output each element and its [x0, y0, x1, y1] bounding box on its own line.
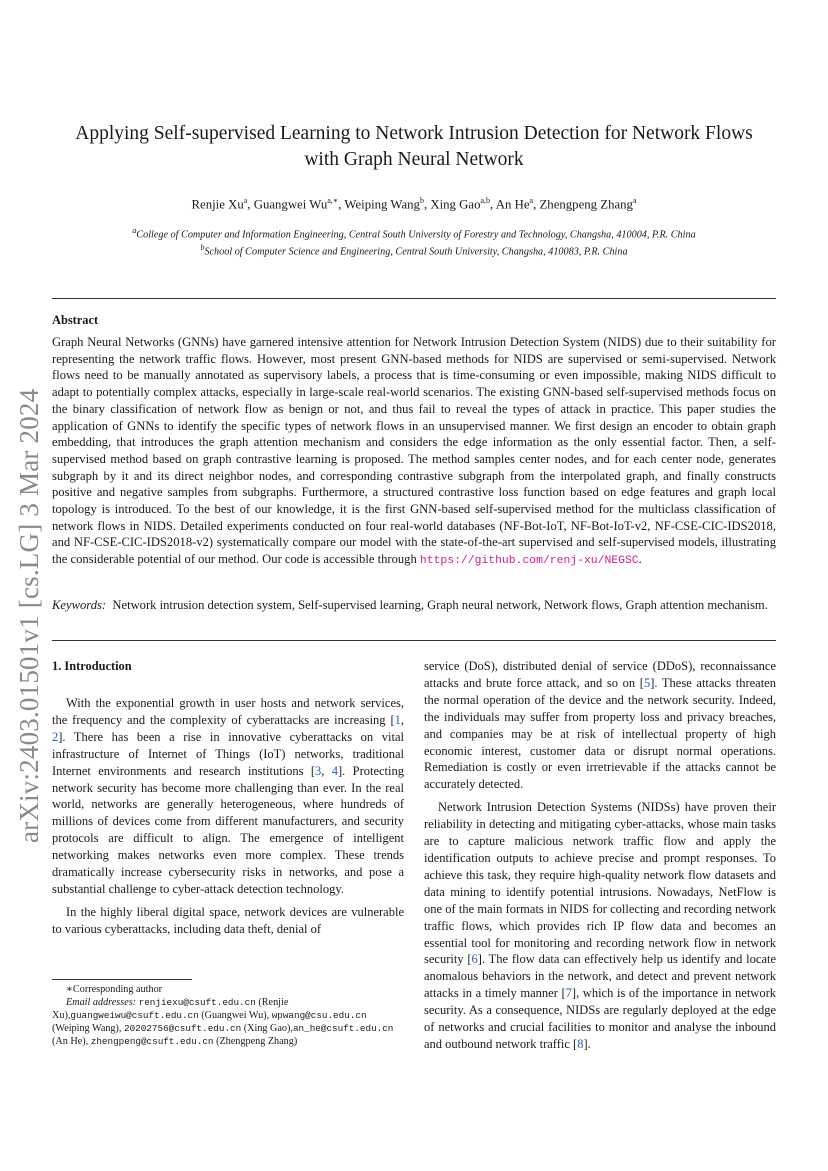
email-address[interactable]: an_he@csuft.edu.cn [292, 1023, 394, 1034]
author-name: Guangwei Wu [253, 197, 328, 212]
affiliation-text: College of Computer and Information Engineering, Central South University of Forestry and Technology, Changsha, 410004, P.R. China [136, 229, 696, 241]
author-list: Renjie Xu$^a$, Guangwei $Wu^{a,∗}$, Weiping Wang$^b$, Xing Gao$^{a,b}$, An He$^a$, Zhengpeng Zhang$^a$ [191, 196, 637, 212]
email-address[interactable]: renjiexu@csuft.edu.cn [138, 997, 256, 1008]
affiliation-mark: b [200, 243, 205, 253]
footnote-rule [52, 979, 192, 980]
abstract-top-rule [52, 298, 776, 299]
abstract-heading: Abstract [52, 313, 99, 327]
author-affiliation-mark: a [632, 196, 637, 205]
keywords-text: Network intrusion detection system, Self-supervised learning, Graph neural network, Network flows, Graph attention mechanism. [112, 598, 768, 612]
affiliation-mark: a [132, 226, 137, 235]
title-line-1: Applying Self-supervised Learning to Network Intrusion Detection for Network Flows [75, 123, 753, 144]
email-address[interactable]: wpwang@csu.edu.cn [271, 1010, 367, 1021]
section-heading-introduction: 1. Introduction [52, 659, 132, 673]
author-name: Weiping Wang [344, 197, 420, 212]
intro-paragraph-1: With the exponential growth in user hosts and network services, the frequency and the complexity of cyberattacks are increasing [1, 2]. There has been a rise in innovative cyberattacks on vital infrastructure of Internet of Things (IoT) networks, traditional Internet environments and research institutions [3, 4]. Protecting network security has become more challenging than ever. In the real world, networks are generally heterogeneous, where hundreds of millions of devices come from different manufacturers, and security protocols are difficult to align. The emergence of intelligent networking makes networks even more complex. These trends dramatically increase cybersecurity risks in networks, and pose a substantial challenge to cyber-attack detection technology. [52, 696, 404, 896]
citation-link[interactable]: 4 [331, 763, 338, 778]
citation-link[interactable]: 3 [315, 763, 322, 778]
affiliation-line [60, 241, 768, 258]
citation-link[interactable]: 2 [52, 729, 59, 744]
email-owner: (An He), [52, 1036, 91, 1047]
email-address[interactable]: 20202756@csuft.edu.cn [124, 1023, 242, 1034]
intro-paragraph-2: In the highly liberal digital space, network devices are vulnerable to various cyberattacks, including data theft, denial of [52, 904, 404, 936]
author-name: Xing Gao [430, 197, 481, 212]
email-owner: (Xing Gao), [241, 1023, 293, 1034]
code-repository-link[interactable]: https://github.com/renj-xu/NEGSC [419, 555, 639, 568]
abstract-bottom-rule [52, 640, 776, 641]
author-name: Renjie Xu [191, 197, 244, 212]
citation-link[interactable]: 7 [565, 986, 572, 1001]
corresponding-author-note: ∗Corresponding author [66, 984, 163, 995]
citation-link[interactable]: 6 [471, 952, 478, 967]
keywords-label: Keywords: [52, 598, 107, 612]
citation-link[interactable]: 1 [394, 712, 401, 727]
citation-link[interactable]: 8 [577, 1036, 584, 1051]
arxiv-identifier-stamp: arXiv:2403.01501v1 [cs.LG] 3 Mar 2024 [14, 388, 44, 843]
author-affiliation-mark: a,∗ [327, 196, 339, 205]
email-addresses [52, 996, 404, 1048]
affiliations [60, 224, 768, 259]
email-label: Email addresses: [66, 997, 137, 1008]
footnotes [52, 983, 404, 1048]
citation-link[interactable]: 5 [643, 675, 651, 690]
affiliation-text: School of Computer Science and Engineering, Central South University, Changsha, 410083, P.R. China [204, 246, 628, 258]
paper-title [60, 121, 768, 173]
abstract-end: . [638, 552, 642, 567]
affiliation-line [60, 224, 768, 241]
title-line-2: with Graph Neural Network [304, 149, 524, 170]
email-address[interactable]: guangweiwu@csuft.edu.cn [70, 1010, 199, 1021]
email-owner: (Weiping Wang), [52, 1023, 125, 1034]
email-owner: (Guangwei Wu), [198, 1010, 272, 1021]
abstract-body-text: Graph Neural Networks (GNNs) have garnered intensive attention for Network Intrusion Detection System (NIDS) due to their suitability for representing the network traffic flows. However, most present GNN-based methods for NIDS are supervised or semi-supervised. Network flows need to be manually annotated as supervisory labels, a process that is time-consuming or even impossible, making NIDS difficult to adapt to potentially complex attacks, especially in large-scale real-world scenarios. The existing GNN-based self-supervised methods focus on the binary classification of network flow as benign or not, and thus fail to reveal the types of attack in practice. This paper studies the application of GNNs to identify the specific types of network flows in an unsupervised manner. We first design an encoder to obtain graph embedding, that introduces the graph attention mechanism and considers the edge information as the only essential factor. Then, a self-supervised method based on graph contrastive learning is proposed. The method samples center nodes, and for each center node, generates subgraph by it and its direct neighbor nodes, and corresponding contrastive subgraph from the interpolated graph, and finally constructs positive and negative samples from subgraphs. Furthermore, a structured contrastive loss function based on edge features and graph local topology is introduced. To the best of our knowledge, it is the first GNN-based self-supervised method for the multiclass classification of network flows in NIDS. Detailed experiments conducted on four real-world databases (NF-Bot-IoT, NF-Bot-IoT-v2, NF-CSE-CIC-IDS2018, and NF-CSE-CIC-IDS2018-v2) systematically compare our model with the state-of-the-art supervised and self-supervised models, illustrating the considerable potential of our method. Our code is accessible through [52, 335, 776, 567]
left-column [52, 695, 404, 938]
email-owner: (Zhengpeng Zhang) [213, 1036, 298, 1047]
author-name: An He [495, 197, 530, 212]
author-affiliation-mark: a,b [480, 196, 491, 205]
intro-paragraph-3: service (DoS), distributed denial of service (DDoS), reconnaissance attacks and brute force attack, and so on [5]. These attacks threaten the normal operation of the device and the network security. Indeed, the individuals may suffer from property loss and privacy breaches, and companies may be at risk of intellectual property of high economic interest, customer data or disrupt normal operations. Remediation is costly or even irretrievable if the attacks cannot be accurately detected. [424, 659, 776, 792]
email-address[interactable]: zhengpeng@csuft.edu.cn [90, 1036, 214, 1047]
abstract-text [52, 334, 776, 570]
author-affiliation-mark: b [419, 196, 424, 205]
email-owner: (Renjie Xu), [52, 997, 289, 1021]
author-name: Zhengpeng Zhang [539, 197, 633, 212]
keywords [52, 597, 776, 614]
intro-paragraph-4: Network Intrusion Detection Systems (NIDSs) have proven their reliability in detecting and mitigating cyber-attacks, whose main tasks are to capture malicious network traffic flow and apply the identification outputs to achieve precise and prompt responses. To achieve this task, they require high-quality network flow datasets and data mining to identify potential intrusions. Nowadays, NetFlow is one of the main formats in NIDS for collecting and recording network traffic flows, which provides rich IP flow data and becomes an essential tool for monitoring and recording network flow in network security [6]. The flow data can effectively help us identify and locate anomalous behaviors in the network, and detect and prevent network attacks in a timely manner [7], which is of the importance in network security. As a consequence, NIDSs are regularly deployed at the edge of networks and crucial facilities to monitor and analyse the inbound and outbound network traffic [8]. [424, 800, 777, 1051]
author-affiliation-mark: a [529, 196, 534, 205]
author-affiliation-mark: a [243, 196, 248, 205]
right-column [424, 658, 776, 1053]
